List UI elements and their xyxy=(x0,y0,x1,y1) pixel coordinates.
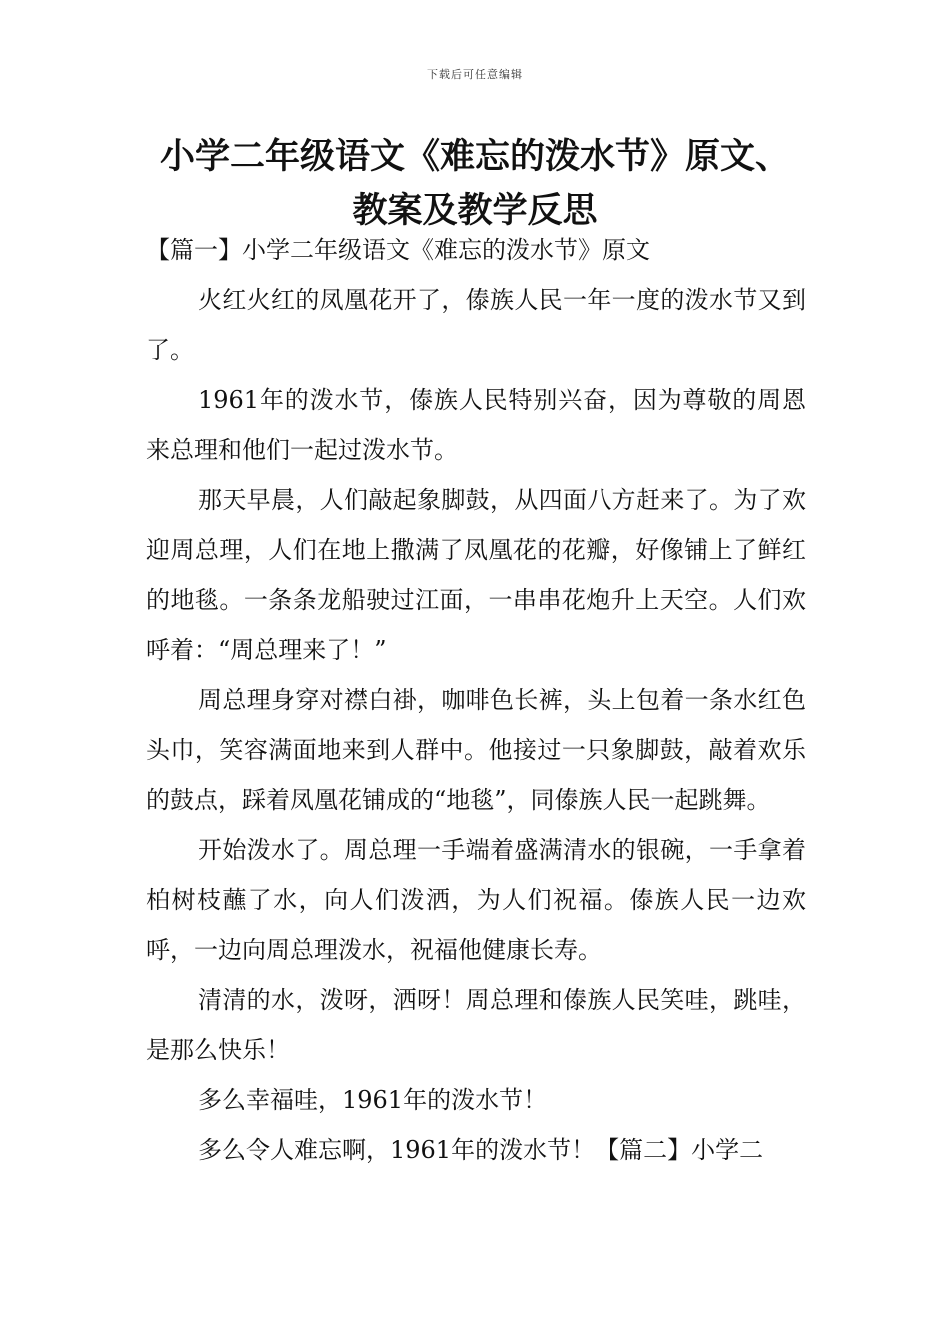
paragraph: 多么令人难忘啊，1961年的泼水节！【篇二】小学二 xyxy=(198,1136,764,1164)
paragraph: 清清的水，泼呀，洒呀！周总理和傣族人民笑哇，跳哇，是那么快乐！ xyxy=(146,986,806,1064)
paragraph: 火红火红的凤凰花开了，傣族人民一年一度的泼水节又到了。 xyxy=(146,286,806,364)
section-heading: 【篇一】小学二年级语文《难忘的泼水节》原文 xyxy=(146,236,650,264)
document-title xyxy=(120,130,830,238)
document-body xyxy=(146,225,806,1175)
paragraph: 1961年的泼水节，傣族人民特别兴奋，因为尊敬的周恩来总理和他们一起过泼水节。 xyxy=(146,386,806,464)
title-line-2: 教案及教学反思 xyxy=(352,191,598,231)
paragraph: 周总理身穿对襟白褂，咖啡色长裤，头上包着一条水红色头巾，笑容满面地来到人群中。他接过一只象脚鼓，敲着欢乐的鼓点，踩着凤凰花铺成的“地毯”，同傣族人民一起跳舞。 xyxy=(146,686,806,814)
header-note: 下载后可任意编辑 xyxy=(427,68,523,81)
paragraph: 开始泼水了。周总理一手端着盛满清水的银碗，一手拿着柏树枝蘸了水，向人们泼洒，为人们祝福。傣族人民一边欢呼，一边向周总理泼水，祝福他健康长寿。 xyxy=(146,836,806,964)
title-line-1: 小学二年级语文《难忘的泼水节》原文、 xyxy=(159,137,790,177)
paragraph: 多么幸福哇，1961年的泼水节！ xyxy=(198,1086,548,1114)
paragraph: 那天早晨，人们敲起象脚鼓，从四面八方赶来了。为了欢迎周总理，人们在地上撒满了凤凰花的花瓣，好像铺上了鲜红的地毯。一条条龙船驶过江面，一串串花炮升上天空。人们欢呼着：“周总理来了！” xyxy=(146,486,806,664)
